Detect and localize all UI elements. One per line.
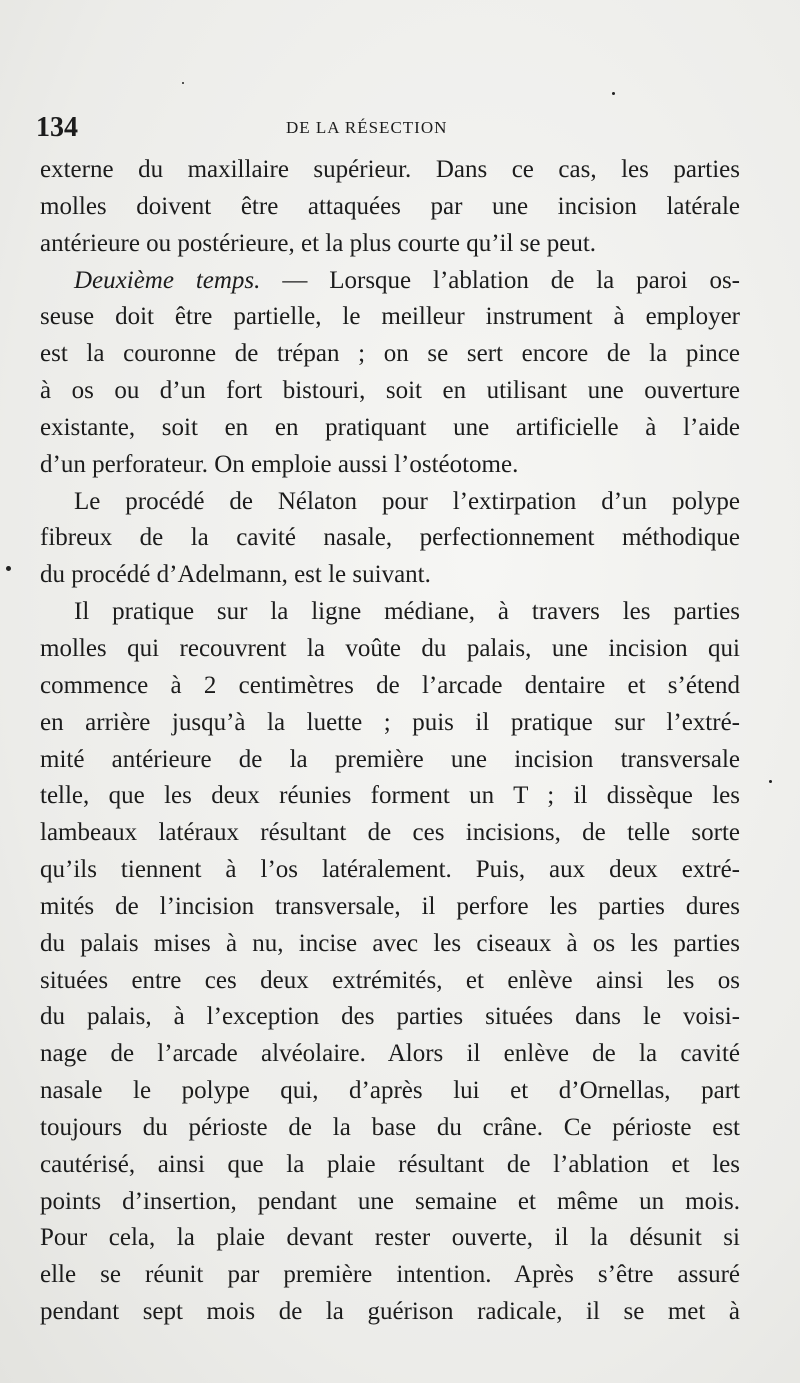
text-line: Il pratique sur la ligne médiane, à travers les parties [74,598,740,626]
text-line: lambeaux latéraux résultant de ces incisions, de telle sorte [40,819,740,847]
text-line: externe du maxillaire supérieur. Dans ce cas, les parties [40,156,740,183]
body-text [40,152,740,1331]
text-line: à os ou d’un fort bistouri, soit en utilisant une ouverture [40,377,740,405]
ink-speck [612,92,615,95]
text-line: mité antérieure de la première une incision transversale [40,745,740,773]
text-line: qu’ils tiennent à l’os latéralement. Puis, aux deux extré- [40,856,740,884]
text-line: points d’insertion, pendant une semaine et même un mois. [40,1187,740,1215]
text-line: du palais, à l’exception des parties situées dans le voisi- [40,1003,740,1031]
text-line: en arrière jusqu’à la luette ; puis il pratique sur l’extré- [40,708,740,736]
text-line: est la couronne de trépan ; on se sert encore de la pince [40,340,740,368]
text-line: Le procédé de Nélaton pour l’extirpation d’un polype [74,487,740,515]
text-line: antérieure ou postérieure, et la plus courte qu’il se peut. [40,229,597,257]
page-number: 134 [36,112,78,143]
ink-speck [769,780,772,783]
text-line: nasale le polype qui, d’après lui et d’Ornellas, part [40,1077,740,1105]
text-line: nage de l’arcade alvéolaire. Alors il enlève de la cavité [40,1040,740,1068]
text-line: du palais mises à nu, incise avec les ciseaux à os les parties [40,929,740,957]
text-line: molles doivent être attaquées par une incision latérale [40,192,740,220]
page-header [36,112,736,146]
text-line: elle se réunit par première intention. Après s’être assuré [40,1261,740,1289]
text-line: pendant sept mois de la guérison radicale, il se met à [40,1298,740,1326]
section-lead: Deuxième temps. [74,266,261,294]
text-line: d’un perforateur. On emploie aussi l’ostéotome. [40,450,519,478]
text-line: cautérisé, ainsi que la plaie résultant de l’ablation et les [40,1150,740,1178]
text-line: existante, soit en en pratiquant une artificielle à l’aide [40,413,740,441]
text-line-rest: — Lorsque l’ablation de la paroi os- [260,266,740,294]
text-line: telle, que les deux réunies forment un T ; il dissèque les [40,782,740,810]
text-line: seuse doit être partielle, le meilleur instrument à employer [40,303,740,331]
text-line: mités de l’incision transversale, il perfore les parties dures [40,892,740,920]
running-head: DE LA RÉSECTION [286,118,448,137]
text-line: Pour cela, la plaie devant rester ouverte, il la désunit si [40,1224,740,1252]
ink-speck [6,566,11,571]
ink-speck [182,82,184,84]
text-line: toujours du périoste de la base du crâne. Ce périoste est [40,1113,740,1141]
text-line: du procédé d’Adelmann, est le suivant. [40,561,431,589]
text-line: molles qui recouvrent la voûte du palais, une incision qui [40,634,740,662]
text-line: commence à 2 centimètres de l’arcade dentaire et s’étend [40,671,740,699]
text-line: fibreux de la cavité nasale, perfectionnement méthodique [40,524,740,552]
text-line: situées entre ces deux extrémités, et enlève ainsi les os [40,966,740,994]
text-line [40,263,740,300]
